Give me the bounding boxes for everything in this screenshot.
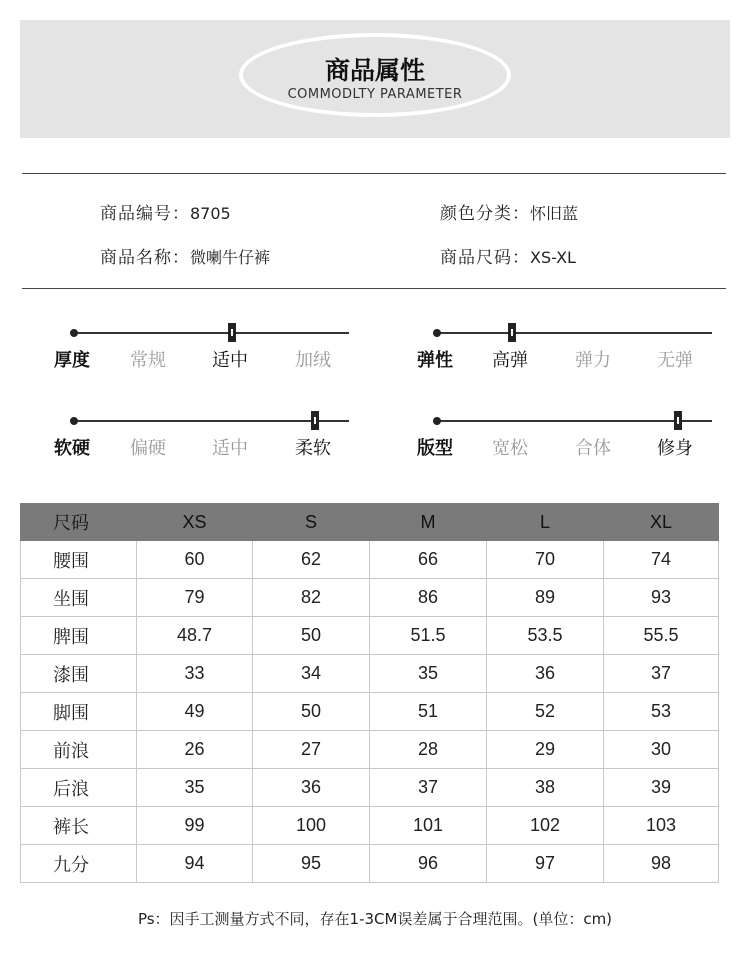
scale-option: 修身 — [657, 438, 693, 459]
table-cell: 62 — [253, 541, 370, 579]
scale-marker — [674, 411, 682, 430]
scale-start-dot — [433, 417, 441, 425]
scale-option: 适中 — [212, 438, 248, 459]
table-cell: 35 — [370, 655, 487, 693]
table-cell: 74 — [604, 541, 719, 579]
table-header-cell: S — [253, 504, 370, 541]
table-header-cell: 尺码 — [21, 504, 137, 541]
table-cell: 52 — [487, 693, 604, 731]
table-row — [21, 731, 719, 769]
scale-option: 柔软 — [295, 438, 331, 459]
table-cell: 99 — [137, 807, 253, 845]
table-header-cell: XS — [137, 504, 253, 541]
table-cell: 51 — [370, 693, 487, 731]
info-color-label: 颜色分类： — [440, 204, 530, 224]
table-cell: 95 — [253, 845, 370, 883]
table-cell: 102 — [487, 807, 604, 845]
table-cell: 37 — [604, 655, 719, 693]
page-subtitle: COMMODLTY PARAMETER — [287, 87, 463, 102]
table-cell: 49 — [137, 693, 253, 731]
table-row — [21, 807, 719, 845]
divider-bottom — [22, 288, 726, 289]
scale-name: 版型 — [417, 438, 453, 459]
scale-start-dot — [70, 417, 78, 425]
table-cell: 26 — [137, 731, 253, 769]
scale-name: 厚度 — [54, 350, 90, 371]
table-body — [21, 541, 719, 883]
info-color — [440, 199, 578, 224]
table-cell: 101 — [370, 807, 487, 845]
table-cell: 34 — [253, 655, 370, 693]
table-row-label: 裤长 — [21, 807, 137, 845]
table-row-label: 脾围 — [21, 617, 137, 655]
table-cell: 28 — [370, 731, 487, 769]
table-row — [21, 541, 719, 579]
table-row-label: 腰围 — [21, 541, 137, 579]
table-row-label: 前浪 — [21, 731, 137, 769]
table-cell: 96 — [370, 845, 487, 883]
measurement-note: Ps：因手工测量方式不同，存在1-3CM误差属于合理范围。(单位：cm) — [137, 910, 613, 928]
scale-option: 加绒 — [295, 350, 331, 371]
info-size-value: XS-XL — [530, 248, 576, 267]
info-name-value: 微喇牛仔裤 — [190, 248, 271, 267]
scale-option: 合体 — [575, 438, 611, 459]
table-cell: 89 — [487, 579, 604, 617]
table-row — [21, 655, 719, 693]
scale-option: 偏硬 — [130, 438, 166, 459]
table-cell: 35 — [137, 769, 253, 807]
table-row-label: 九分 — [21, 845, 137, 883]
scale-elasticity — [417, 318, 716, 378]
table-header-cell: L — [487, 504, 604, 541]
table-cell: 55.5 — [604, 617, 719, 655]
table-cell: 53.5 — [487, 617, 604, 655]
table-cell: 30 — [604, 731, 719, 769]
table-cell: 50 — [253, 617, 370, 655]
scale-marker — [311, 411, 319, 430]
scale-marker — [228, 323, 236, 342]
scale-name: 弹性 — [417, 350, 453, 371]
scale-start-dot — [70, 329, 78, 337]
scale-option: 常规 — [130, 350, 166, 371]
table-cell: 29 — [487, 731, 604, 769]
table-header-row — [21, 504, 719, 541]
info-code-value: 8705 — [190, 204, 231, 223]
scale-track — [436, 332, 712, 334]
table-cell: 39 — [604, 769, 719, 807]
table-cell: 94 — [137, 845, 253, 883]
scale-option: 弹力 — [575, 350, 611, 371]
table-row-label: 漆围 — [21, 655, 137, 693]
table-cell: 86 — [370, 579, 487, 617]
scale-track — [436, 420, 712, 422]
table-cell: 50 — [253, 693, 370, 731]
table-cell: 27 — [253, 731, 370, 769]
info-name-label: 商品名称： — [100, 248, 190, 268]
divider-top — [22, 173, 726, 174]
table-cell: 103 — [604, 807, 719, 845]
size-table — [20, 503, 719, 883]
scale-marker — [508, 323, 516, 342]
table-row-label: 坐围 — [21, 579, 137, 617]
info-code-label: 商品编号： — [100, 204, 190, 224]
table-cell: 36 — [487, 655, 604, 693]
scale-option: 宽松 — [492, 438, 528, 459]
table-cell: 38 — [487, 769, 604, 807]
table-cell: 33 — [137, 655, 253, 693]
table-header-cell: XL — [604, 504, 719, 541]
page-title: 商品属性 — [324, 56, 425, 85]
table-header-cell: M — [370, 504, 487, 541]
info-size-label: 商品尺码： — [440, 248, 530, 268]
scale-track — [73, 420, 349, 422]
table-cell: 82 — [253, 579, 370, 617]
scale-track — [73, 332, 349, 334]
table-cell: 70 — [487, 541, 604, 579]
table-cell: 100 — [253, 807, 370, 845]
scale-option: 高弹 — [492, 350, 528, 371]
info-code — [100, 199, 231, 224]
table-cell: 53 — [604, 693, 719, 731]
table-row-label: 后浪 — [21, 769, 137, 807]
table-cell: 60 — [137, 541, 253, 579]
table-cell: 48.7 — [137, 617, 253, 655]
table-cell: 98 — [604, 845, 719, 883]
table-cell: 51.5 — [370, 617, 487, 655]
table-cell: 66 — [370, 541, 487, 579]
info-size — [440, 243, 576, 268]
table-cell: 37 — [370, 769, 487, 807]
table-row — [21, 769, 719, 807]
scale-option: 无弹 — [657, 350, 693, 371]
table-row — [21, 845, 719, 883]
scale-thickness — [54, 318, 353, 378]
table-row — [21, 579, 719, 617]
table-row — [21, 617, 719, 655]
table-row — [21, 693, 719, 731]
table-cell: 79 — [137, 579, 253, 617]
table-cell: 36 — [253, 769, 370, 807]
table-cell: 97 — [487, 845, 604, 883]
table-cell: 93 — [604, 579, 719, 617]
table-row-label: 脚围 — [21, 693, 137, 731]
scale-option: 适中 — [212, 350, 248, 371]
scale-fit — [417, 406, 716, 466]
scale-name: 软硬 — [54, 438, 90, 459]
scale-softness — [54, 406, 353, 466]
info-name — [100, 243, 270, 268]
info-color-value: 怀旧蓝 — [530, 204, 579, 223]
scale-start-dot — [433, 329, 441, 337]
